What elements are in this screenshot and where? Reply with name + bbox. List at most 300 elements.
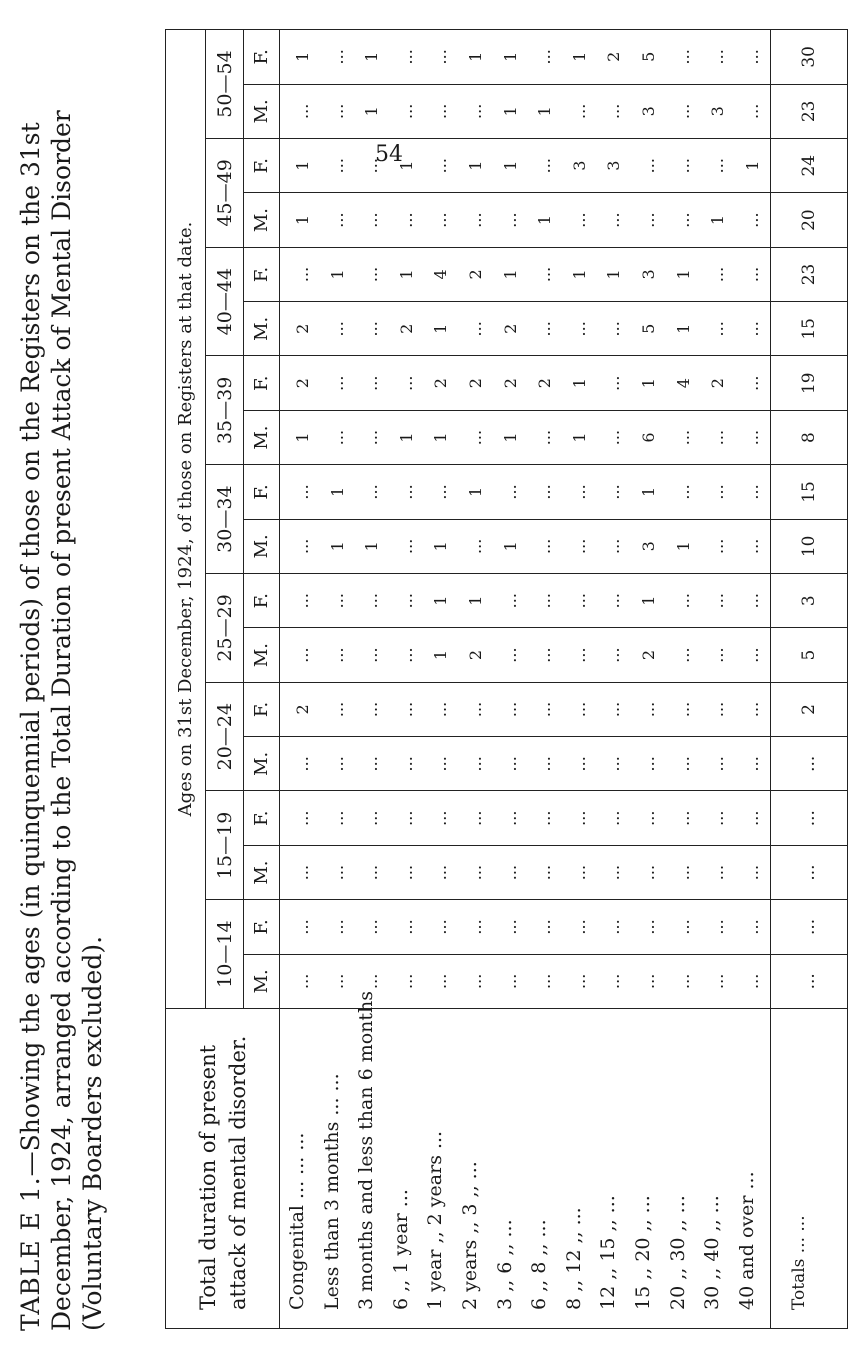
value-cell: 1	[362, 51, 382, 62]
value-cell: ...	[708, 429, 728, 446]
value-cell: ...	[708, 973, 728, 989]
value-cell: 1	[638, 378, 658, 389]
value-cell: ...	[465, 810, 485, 826]
value-cell: ...	[638, 919, 658, 935]
value-cell: ...	[431, 484, 451, 500]
value-cell: ...	[362, 647, 382, 663]
value-column	[280, 193, 771, 247]
value-cell: ...	[431, 49, 451, 65]
total-cell: 24	[771, 139, 848, 193]
value-cell: ...	[396, 973, 416, 989]
duration-row-label: 40 and over ...	[735, 1171, 758, 1310]
age-group-header: 10—14	[206, 900, 244, 1009]
value-cell: 1	[673, 323, 693, 334]
male-column-header: M.	[244, 845, 280, 899]
value-cell: 4	[431, 269, 451, 280]
value-cell: 1	[293, 432, 312, 443]
duration-row-label: 6 ,, 8 ,, ...	[528, 1219, 551, 1310]
value-cell: ...	[604, 212, 624, 228]
age-group-header: 15—19	[206, 791, 244, 900]
value-cell: ...	[742, 266, 762, 283]
value-cell: 2	[293, 704, 312, 715]
caption-lead: TABLE E 1.	[16, 1176, 45, 1331]
female-column-header: F.	[244, 247, 280, 301]
totals-row	[771, 30, 848, 1329]
value-cell: ...	[431, 919, 451, 935]
value-cell: ...	[465, 429, 485, 446]
value-cell: ...	[327, 375, 347, 391]
value-cell: ...	[327, 212, 347, 228]
female-column-header: F.	[244, 139, 280, 193]
value-cell: ...	[673, 593, 693, 609]
value-cell: ...	[362, 375, 382, 391]
value-cell: 1	[362, 106, 382, 117]
total-cell: 10	[771, 519, 848, 573]
value-column	[280, 791, 771, 845]
value-cell: ...	[742, 429, 762, 446]
total-cell: ...	[771, 845, 848, 899]
value-cell: ...	[708, 266, 728, 283]
value-cell: ...	[396, 810, 416, 826]
value-cell: ...	[569, 321, 589, 337]
value-cell: ...	[742, 973, 762, 989]
value-column	[280, 628, 771, 682]
total-cell: 8	[771, 410, 848, 464]
value-column	[280, 519, 771, 573]
table-caption	[15, 31, 108, 1331]
value-cell: ...	[742, 864, 762, 881]
value-cell: 3	[604, 160, 624, 171]
value-cell: ...	[569, 538, 589, 554]
value-cell: ...	[673, 212, 693, 228]
value-cell: ...	[327, 756, 347, 772]
male-column-header: M.	[244, 519, 280, 573]
value-cell: ...	[673, 429, 693, 446]
value-cell: 1	[327, 269, 347, 280]
age-group-header: 35—39	[206, 356, 244, 465]
age-group-header: 50—54	[206, 30, 244, 139]
value-cell: ...	[535, 158, 555, 174]
value-column	[280, 737, 771, 791]
value-cell: 1	[535, 214, 555, 226]
total-cell: ...	[771, 900, 848, 954]
value-cell: ...	[604, 756, 624, 772]
value-column	[280, 30, 771, 85]
value-cell: ...	[708, 49, 728, 65]
value-cell: ...	[673, 756, 693, 772]
male-column-header: M.	[244, 737, 280, 791]
value-cell: 1	[742, 160, 762, 171]
value-column	[280, 139, 771, 193]
value-cell: ...	[362, 919, 382, 935]
value-cell: 1	[500, 106, 520, 117]
value-cell: ...	[742, 212, 762, 228]
value-cell: ...	[465, 864, 485, 881]
value-cell: ...	[293, 973, 312, 989]
value-column	[280, 900, 771, 954]
female-column-header: F.	[244, 791, 280, 845]
value-cell: ...	[500, 864, 520, 881]
value-cell: 2	[604, 51, 624, 62]
value-cell: 1	[638, 595, 658, 606]
value-cell: 1	[500, 269, 520, 280]
value-cell: ...	[708, 593, 728, 609]
value-cell: ...	[327, 429, 347, 446]
value-cell: ...	[742, 756, 762, 772]
value-cell: ...	[293, 810, 312, 826]
value-cell: ...	[293, 647, 312, 663]
value-cell: ...	[673, 103, 693, 119]
duration-row-label: 2 years ,, 3 ,, ...	[458, 1161, 481, 1310]
age-group-header: 30—34	[206, 465, 244, 574]
value-cell: ...	[293, 593, 312, 609]
value-cell: ...	[604, 375, 624, 391]
value-cell: ...	[431, 701, 451, 718]
value-cell: ...	[638, 756, 658, 772]
value-cell: ...	[673, 810, 693, 826]
value-cell: ...	[569, 973, 589, 989]
value-cell: ...	[708, 538, 728, 554]
value-cell: ...	[742, 810, 762, 826]
value-cell: ...	[293, 919, 312, 935]
value-cell: ...	[293, 266, 312, 283]
value-cell: ...	[535, 973, 555, 989]
value-cell: ...	[465, 103, 485, 119]
total-cell: 20	[771, 193, 848, 247]
value-cell: ...	[604, 103, 624, 119]
value-cell: ...	[535, 864, 555, 881]
caption-text: —Showing the ages (in quinquennial periods) of those on the Registers on the 31st December, 1924, arranged according to the Total Duration of present Attack of Mental Disorder (Voluntary Boarders excluded).	[16, 110, 107, 1331]
value-cell: ...	[708, 701, 728, 718]
total-cell: 2	[771, 682, 848, 736]
male-column-header: M.	[244, 954, 280, 1008]
value-cell: ...	[708, 321, 728, 337]
value-cell: ...	[327, 158, 347, 174]
value-cell: ...	[535, 484, 555, 500]
value-cell: 1	[327, 486, 347, 498]
value-cell: 1	[396, 432, 416, 443]
value-cell: ...	[604, 429, 624, 446]
male-column-header: M.	[244, 84, 280, 138]
value-cell: ...	[465, 538, 485, 554]
value-cell: 2	[396, 323, 416, 334]
value-cell: 2	[708, 378, 728, 389]
value-cell: ...	[604, 484, 624, 500]
value-cell: ...	[362, 212, 382, 228]
value-cell: ...	[535, 429, 555, 446]
value-cell: ...	[742, 919, 762, 935]
value-cell: ...	[604, 864, 624, 881]
value-cell: ...	[673, 158, 693, 174]
duration-row-label: 20 ,, 30 ,, ...	[666, 1195, 689, 1310]
value-cell: ...	[535, 701, 555, 718]
value-cell: ...	[396, 701, 416, 718]
value-cell: ...	[396, 538, 416, 554]
value-column	[280, 954, 771, 1008]
value-column	[280, 682, 771, 736]
age-group-header: 25—29	[206, 574, 244, 683]
value-cell: ...	[327, 810, 347, 826]
value-cell: 1	[431, 595, 451, 606]
value-cell: ...	[327, 593, 347, 609]
value-cell: ...	[362, 810, 382, 826]
male-column-header: M.	[244, 628, 280, 682]
value-cell: 1	[604, 269, 624, 280]
value-cell: 1	[535, 106, 555, 117]
value-cell: ...	[327, 321, 347, 337]
value-cell: ...	[327, 864, 347, 881]
value-cell: ...	[569, 593, 589, 609]
value-cell: ...	[327, 701, 347, 718]
value-cell: ...	[569, 212, 589, 228]
value-cell: 1	[673, 541, 693, 552]
value-cell: ...	[638, 701, 658, 718]
value-cell: ...	[604, 593, 624, 609]
total-cell: ...	[771, 954, 848, 1008]
value-cell: ...	[673, 864, 693, 881]
value-cell: ...	[362, 701, 382, 718]
value-cell: 2	[500, 323, 520, 334]
value-cell: ...	[431, 158, 451, 174]
value-cell: ...	[569, 919, 589, 935]
total-cell: 5	[771, 628, 848, 682]
value-cell: ...	[708, 756, 728, 772]
value-cell: ...	[604, 810, 624, 826]
male-column-header: M.	[244, 410, 280, 464]
value-cell: ...	[742, 593, 762, 609]
duration-row-label: 6 ,, 1 year ...	[389, 1189, 412, 1310]
value-cell: ...	[535, 49, 555, 65]
value-cell: ...	[708, 158, 728, 174]
value-cell: ...	[500, 593, 520, 609]
female-column-header: F.	[244, 465, 280, 519]
value-cell: ...	[431, 810, 451, 826]
value-cell: ...	[604, 647, 624, 663]
value-cell: ...	[396, 49, 416, 65]
value-cell: ...	[396, 864, 416, 881]
value-cell: ...	[604, 701, 624, 718]
value-cell: ...	[293, 756, 312, 772]
value-column	[280, 356, 771, 410]
value-cell: ...	[396, 212, 416, 228]
value-cell: ...	[638, 158, 658, 174]
value-cell: ...	[500, 756, 520, 772]
page-number: 54	[375, 142, 403, 167]
value-cell: ...	[742, 49, 762, 65]
value-cell: 1	[293, 160, 312, 171]
value-cell: ...	[742, 484, 762, 500]
value-cell: ...	[742, 103, 762, 119]
value-cell: ...	[742, 701, 762, 718]
duration-row-label: Congenital ... ... ...	[286, 1132, 308, 1310]
value-cell: 1	[569, 269, 589, 280]
value-cell: 1	[293, 51, 312, 62]
value-cell: ...	[569, 756, 589, 772]
duration-row-label: 1 year ,, 2 years ...	[424, 1130, 447, 1310]
duration-row-label: 15 ,, 20 ,, ...	[631, 1195, 654, 1310]
value-cell: ...	[569, 647, 589, 663]
value-cell: ...	[535, 810, 555, 826]
value-cell: ...	[638, 864, 658, 881]
value-cell: 1	[569, 432, 589, 443]
value-cell: ...	[431, 103, 451, 119]
value-cell: 1	[431, 649, 451, 661]
total-cell: ...	[771, 737, 848, 791]
value-cell: 2	[535, 378, 555, 389]
value-cell: ...	[500, 484, 520, 500]
value-cell: ...	[604, 973, 624, 989]
age-group-header: 45—49	[206, 139, 244, 248]
value-cell: 1	[569, 51, 589, 62]
value-cell: 1	[500, 541, 520, 552]
value-cell: 2	[293, 378, 312, 389]
value-column	[280, 410, 771, 464]
value-cell: ...	[638, 973, 658, 989]
value-cell: ...	[535, 321, 555, 337]
value-cell: ...	[465, 973, 485, 989]
total-cell: 23	[771, 84, 848, 138]
value-cell: 2	[500, 378, 520, 389]
value-cell: ...	[742, 375, 762, 391]
value-cell: ...	[465, 756, 485, 772]
value-column	[280, 845, 771, 899]
value-cell: 3	[708, 106, 728, 117]
value-cell: 1	[465, 595, 485, 606]
value-cell: 1	[569, 378, 589, 389]
female-column-header: F.	[244, 682, 280, 736]
value-cell: 1	[431, 432, 451, 443]
value-cell: ...	[708, 484, 728, 500]
value-cell: ...	[535, 756, 555, 772]
value-column	[280, 465, 771, 519]
value-cell: ...	[431, 973, 451, 989]
value-cell: ...	[708, 647, 728, 663]
value-column	[280, 302, 771, 356]
totals-label: Totals ... ...	[771, 1009, 848, 1329]
value-cell: ...	[431, 756, 451, 772]
total-cell: 19	[771, 356, 848, 410]
value-column	[280, 574, 771, 628]
value-cell: ...	[604, 321, 624, 337]
value-cell: ...	[465, 212, 485, 228]
value-cell: ...	[396, 484, 416, 500]
value-cell: 2	[293, 323, 312, 334]
value-cell: ...	[396, 593, 416, 609]
value-cell: 3	[569, 160, 589, 171]
value-cell: ...	[535, 919, 555, 935]
duration-row-label: 12 ,, 15 ,, ...	[597, 1195, 620, 1310]
value-cell: ...	[604, 919, 624, 935]
duration-row-label: 3 ,, 6 ,, ...	[493, 1219, 516, 1310]
duration-header: Total duration of present attack of mental disorder.	[166, 1009, 280, 1329]
value-cell: 1	[638, 486, 658, 498]
value-cell: ...	[327, 49, 347, 65]
value-cell: 1	[465, 51, 485, 62]
value-cell: 1	[465, 486, 485, 498]
value-cell: 1	[500, 51, 520, 62]
female-column-header: F.	[244, 356, 280, 410]
value-cell: ...	[362, 266, 382, 283]
value-cell: ...	[465, 701, 485, 718]
value-cell: 1	[500, 160, 520, 171]
value-cell: ...	[500, 919, 520, 935]
value-cell: ...	[362, 158, 382, 174]
value-cell: 2	[431, 378, 451, 389]
value-cell: 1	[431, 541, 451, 552]
value-cell: ...	[604, 538, 624, 554]
value-cell: ...	[362, 484, 382, 500]
value-cell: 3	[638, 269, 658, 280]
value-cell: ...	[293, 538, 312, 554]
value-cell: ...	[396, 919, 416, 935]
value-cell: ...	[396, 375, 416, 391]
value-cell: 3	[638, 541, 658, 552]
value-cell: 1	[396, 269, 416, 280]
age-group-header: 40—44	[206, 247, 244, 356]
value-cell: ...	[327, 647, 347, 663]
value-cell: ...	[465, 919, 485, 935]
total-cell: 3	[771, 574, 848, 628]
value-cell: 1	[327, 541, 347, 552]
value-cell: 3	[638, 106, 658, 117]
value-cell: ...	[293, 103, 312, 119]
value-cell: ...	[362, 593, 382, 609]
value-cell: ...	[500, 810, 520, 826]
value-cell: 5	[638, 323, 658, 334]
duration-row-label: Less than 3 months ... ...	[320, 1073, 343, 1310]
value-cell: 1	[500, 432, 520, 443]
value-cell: 1	[362, 541, 382, 552]
value-column	[280, 84, 771, 138]
value-cell: ...	[673, 647, 693, 663]
value-cell: ...	[569, 484, 589, 500]
value-cell: ...	[327, 919, 347, 935]
total-cell: ...	[771, 791, 848, 845]
value-cell: ...	[362, 973, 382, 989]
value-cell: ...	[327, 973, 347, 989]
value-cell: 2	[465, 378, 485, 389]
value-cell: ...	[535, 593, 555, 609]
value-cell: ...	[569, 810, 589, 826]
value-cell: ...	[500, 212, 520, 228]
value-cell: 5	[638, 51, 658, 62]
value-cell: ...	[535, 647, 555, 663]
duration-row-label: 8 ,, 12 ,, ...	[562, 1207, 585, 1310]
female-column-header: F.	[244, 574, 280, 628]
value-cell: ...	[327, 103, 347, 119]
value-cell: ...	[673, 484, 693, 500]
total-cell: 15	[771, 302, 848, 356]
value-cell: ...	[569, 103, 589, 119]
value-cell: ...	[673, 49, 693, 65]
male-column-header: M.	[244, 302, 280, 356]
duration-labels-cell	[280, 990, 771, 1329]
age-duration-table	[165, 29, 848, 1329]
value-cell: ...	[708, 864, 728, 881]
value-cell: ...	[500, 701, 520, 718]
duration-row-label: 3 months and less than 6 months	[355, 990, 378, 1310]
value-cell: 1	[465, 160, 485, 171]
value-cell: ...	[431, 864, 451, 881]
age-group-header: 20—24	[206, 682, 244, 791]
value-cell: 1	[708, 214, 728, 226]
ages-header: Ages on 31st December, 1924, of those on Registers at that date.	[166, 30, 206, 1009]
total-cell: 15	[771, 465, 848, 519]
value-cell: ...	[500, 973, 520, 989]
value-cell: 2	[465, 269, 485, 280]
value-cell: ...	[673, 919, 693, 935]
value-cell: ...	[708, 919, 728, 935]
